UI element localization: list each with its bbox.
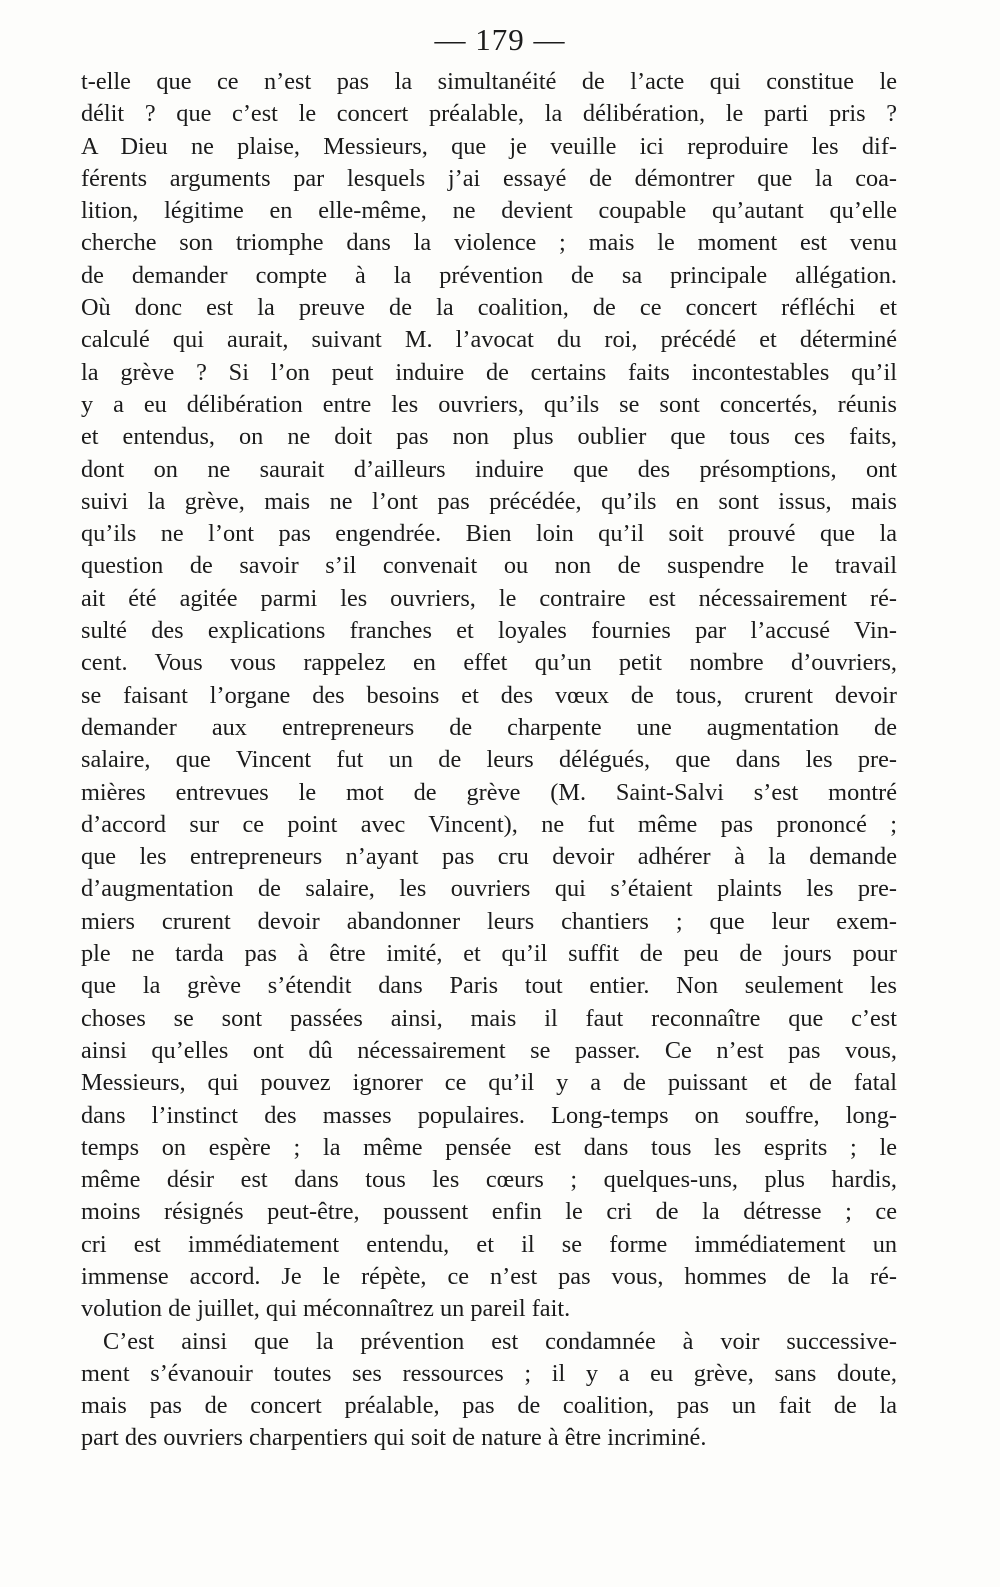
text-line: la grève ? Si l’on peut induire de certains faits incontestables qu’il xyxy=(81,358,897,386)
text-line: A Dieu ne plaise, Messieurs, que je veuille ici reproduire les dif- xyxy=(81,132,897,160)
text-line: férents arguments par lesquels j’ai essayé de démontrer que la coa- xyxy=(81,164,897,192)
text-line: question de savoir s’il convenait ou non de suspendre le travail xyxy=(81,552,897,580)
text-line: et entendus, on ne doit pas non plus oublier que tous ces faits, xyxy=(81,423,897,451)
text-line: C’est ainsi que la prévention est condamnée à voir successive- xyxy=(103,1327,897,1355)
text-line: de demander compte à la prévention de sa principale allégation. xyxy=(81,261,897,289)
text-line: sulté des explications franches et loyales fournies par l’accusé Vin- xyxy=(81,617,897,645)
text-line: se faisant l’organe des besoins et des vœux de tous, crurent devoir xyxy=(81,681,897,709)
text-line: même désir est dans tous les cœurs ; quelques-uns, plus hardis, xyxy=(81,1166,897,1194)
paragraph xyxy=(81,1326,897,1455)
text-line: t-elle que ce n’est pas la simultanéité de l’acte qui constitue le xyxy=(81,68,897,95)
page-number: — 179 — xyxy=(434,22,566,57)
text-line: ait été agitée parmi les ouvriers, le contraire est nécessairement ré- xyxy=(81,584,897,612)
text-line: miers crurent devoir abandonner leurs chantiers ; que leur exem- xyxy=(81,907,897,935)
text-line: délit ? que c’est le concert préalable, la délibération, le parti pris ? xyxy=(81,100,897,128)
text-line: cri est immédiatement entendu, et il se forme immédiatement un xyxy=(81,1230,897,1258)
text-line: que les entrepreneurs n’ayant pas cru devoir adhérer à la demande xyxy=(81,843,897,871)
text-line: dans l’instinct des masses populaires. Long-temps on souffre, long- xyxy=(81,1101,897,1129)
text-line: ment s’évanouir toutes ses ressources ; il y a eu grève, sans doute, xyxy=(81,1359,897,1387)
paragraph xyxy=(81,66,897,1326)
text-line: part des ouvriers charpentiers qui soit de nature à être incriminé. xyxy=(81,1424,707,1452)
text-line: choses se sont passées ainsi, mais il faut reconnaître que c’est xyxy=(81,1004,897,1032)
text-line: cent. Vous vous rappelez en effet qu’un petit nombre d’ouvriers, xyxy=(81,649,897,677)
text-line: d’augmentation de salaire, les ouvriers qui s’étaient plaints les pre- xyxy=(81,875,897,903)
text-line: y a eu délibération entre les ouvriers, qu’ils se sont concertés, réunis xyxy=(81,390,897,418)
text-line: Messieurs, qui pouvez ignorer ce qu’il y a de puissant et de fatal xyxy=(81,1069,897,1097)
text-line: mais pas de concert préalable, pas de coalition, pas un fait de la xyxy=(81,1392,897,1420)
text-line: suivi la grève, mais ne l’ont pas précédée, qu’ils en sont issus, mais xyxy=(81,487,897,515)
text-line: lition, légitime en elle-même, ne devient coupable qu’autant qu’elle xyxy=(81,197,897,225)
text-line: mières entrevues le mot de grève (M. Saint-Salvi s’est montré xyxy=(81,778,897,806)
text-line: salaire, que Vincent fut un de leurs délégués, que dans les pre- xyxy=(81,746,897,774)
text-line: immense accord. Je le répète, ce n’est pas vous, hommes de la ré- xyxy=(81,1262,897,1290)
text-line: Où donc est la preuve de la coalition, de ce concert réfléchi et xyxy=(81,294,897,322)
text-line: ple ne tarda pas à être imité, et qu’il suffit de peu de jours pour xyxy=(81,940,897,968)
text-line: dont on ne saurait d’ailleurs induire que des présomptions, ont xyxy=(81,455,897,483)
text-line: d’accord sur ce point avec Vincent), ne fut même pas prononcé ; xyxy=(81,810,897,838)
text-line: cherche son triomphe dans la violence ; mais le moment est venu xyxy=(81,229,897,257)
text-line: demander aux entrepreneurs de charpente une augmentation de xyxy=(81,713,897,741)
text-line: moins résignés peut-être, poussent enfin le cri de la détresse ; ce xyxy=(81,1198,897,1226)
text-line: qu’ils ne l’ont pas engendrée. Bien loin qu’il soit prouvé que la xyxy=(81,520,897,548)
text-line: que la grève s’étendit dans Paris tout entier. Non seulement les xyxy=(81,972,897,1000)
text-line: volution de juillet, qui méconnaîtrez un pareil fait. xyxy=(81,1295,571,1323)
text-line: calculé qui aurait, suivant M. l’avocat du roi, précédé et déterminé xyxy=(81,326,897,354)
text-line: temps on espère ; la même pensée est dans tous les esprits ; le xyxy=(81,1133,897,1161)
text-line: ainsi qu’elles ont dû nécessairement se passer. Ce n’est pas vous, xyxy=(81,1036,897,1064)
body-text xyxy=(81,66,897,1455)
